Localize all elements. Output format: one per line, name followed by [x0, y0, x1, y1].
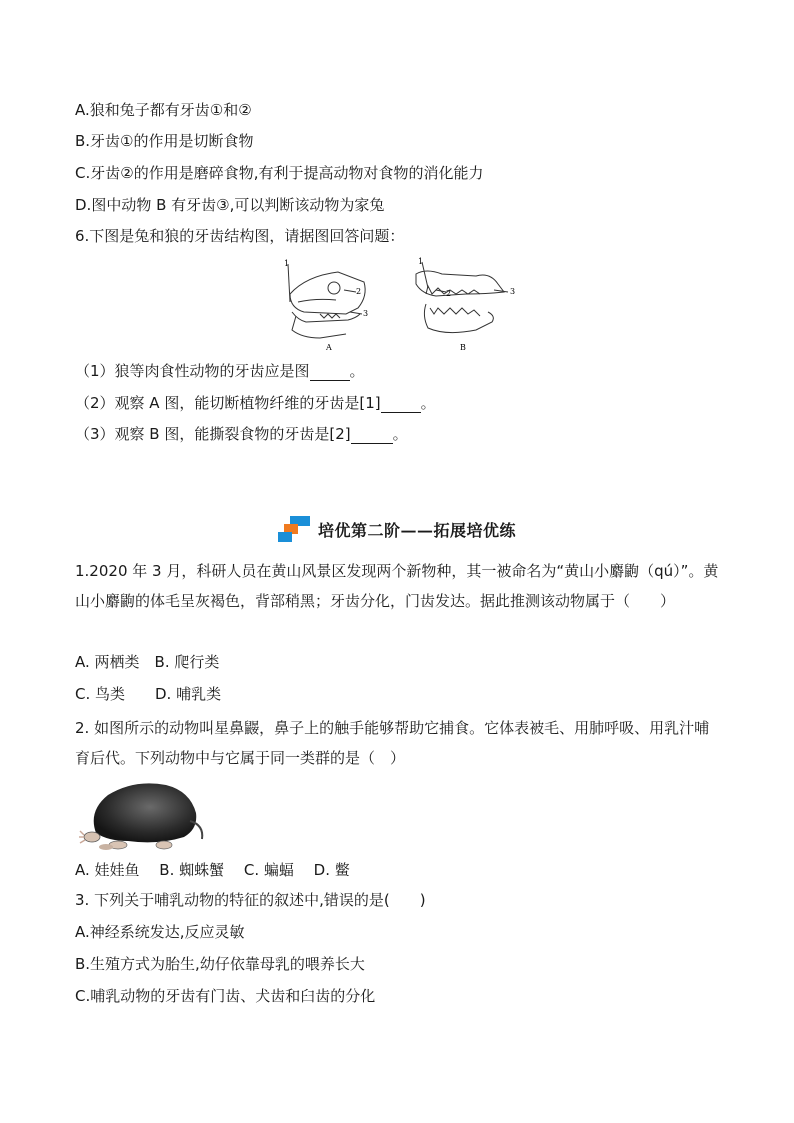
p3-option-a: A.神经系统发达,反应灵敏	[75, 923, 245, 941]
p2-options: A. 娃娃鱼 B. 蜘蛛蟹 C. 蝙蝠 D. 鳖	[75, 861, 350, 879]
q5-option-a: A.狼和兔子都有牙齿①和②	[75, 101, 252, 119]
q5-option-b: B.牙齿①的作用是切断食物	[75, 132, 254, 150]
fig-b-label-3: 3	[510, 287, 516, 296]
fig-a-label-1: 1	[284, 259, 290, 268]
fig-b-caption: B	[460, 343, 466, 352]
wolf-skull-figure	[416, 262, 508, 333]
fig-a-label-2: 2	[356, 287, 362, 296]
q5-option-c: C.牙齿②的作用是磨碎食物,有利于提高动物对食物的消化能力	[75, 164, 484, 182]
fig-b-label-2: 2	[446, 289, 452, 298]
q5-option-d: D.图中动物 B 有牙齿③,可以判断该动物为家兔	[75, 196, 385, 214]
star-nosed-mole-image	[78, 775, 208, 853]
q6-stem: 6.下图是兔和狼的牙齿结构图，请据图回答问题：	[75, 227, 405, 245]
p1-options-ab: A. 两栖类 B. 爬行类	[75, 653, 220, 671]
q6-sub3: （3）观察 B 图，能撕裂食物的牙齿是[2] 。	[75, 425, 408, 443]
p3-option-c: C.哺乳动物的牙齿有门齿、犬齿和臼齿的分化	[75, 987, 376, 1005]
p1-stem: 1.2020 年 3 月，科研人员在黄山风景区发现两个新物种，其一被命名为“黄山小麝鼩（qú）”。黄山小麝鼩的体毛呈灰褐色，背部稍黑；牙齿分化，门齿发达。据此推测该动物属于（ ）	[75, 562, 719, 610]
section-heading	[278, 516, 516, 542]
answer-blank-3[interactable]	[351, 427, 393, 444]
section-badge-icon	[278, 516, 312, 542]
p3-option-b: B.生殖方式为胎生,幼仔依靠母乳的喂养长大	[75, 955, 365, 973]
answer-blank-2[interactable]	[381, 396, 421, 413]
q6-sub2: （2）观察 A 图，能切断植物纤维的牙齿是[1] 。	[75, 394, 436, 412]
rabbit-skull-figure	[288, 264, 365, 338]
p1-options-cd: C. 鸟类 D. 哺乳类	[75, 685, 222, 703]
answer-blank-1[interactable]	[310, 364, 350, 381]
fig-a-caption: A	[326, 343, 332, 352]
q6-sub1: （1）狼等肉食性动物的牙齿应是图 。	[75, 362, 365, 380]
p2-stem: 2. 如图所示的动物叫星鼻鼹，鼻子上的触手能够帮助它捕食。它体表被毛、用肺呼吸、用乳汁哺育后代。下列动物中与它属于同一类群的是（ ）	[75, 719, 710, 767]
teeth-diagram	[276, 256, 526, 356]
fig-b-label-1: 1	[418, 257, 424, 266]
fig-a-label-3: 3	[363, 309, 369, 318]
section-title: 培优第二阶——拓展培优练	[318, 520, 517, 540]
p3-stem: 3. 下列关于哺乳动物的特征的叙述中,错误的是( )	[75, 891, 426, 909]
